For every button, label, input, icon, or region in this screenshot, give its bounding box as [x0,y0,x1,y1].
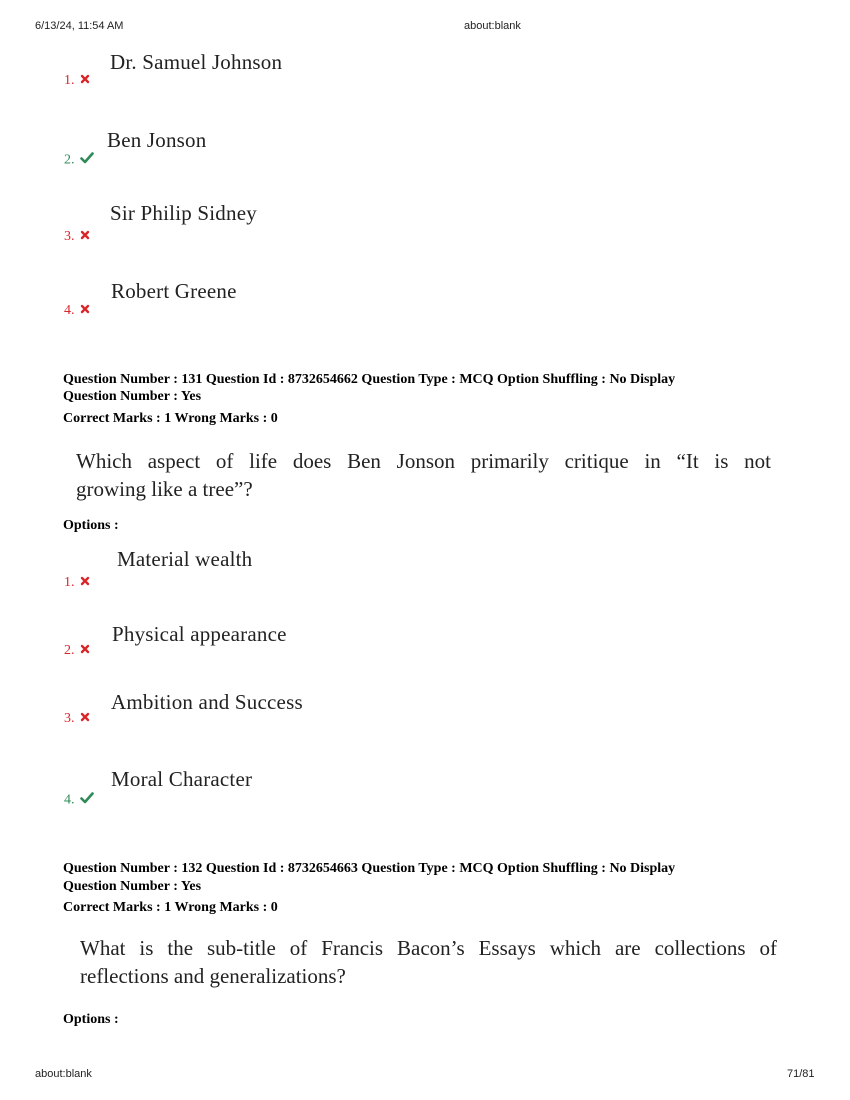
question-text [76,447,771,503]
option-text: Robert Greene [111,279,237,303]
question-text-line: What is the sub-title of Francis Bacon’s Essays which are collections of [80,936,777,960]
question-text [80,934,777,990]
option-text: Moral Character [111,767,253,791]
print-title: about:blank [464,20,521,32]
question-text-line: growing like a tree”? [76,477,253,501]
print-footer-url: about:blank [35,1068,92,1080]
option-number: 4. [64,792,94,809]
print-page-number: 71/81 [787,1068,815,1080]
question-meta-line2: Question Number : Yes [63,879,202,894]
option-number: 2. [64,152,94,169]
question-text-line: reflections and generalizations? [80,964,346,988]
options-label: Options : [63,1012,119,1027]
option-number: 2. [64,643,90,659]
option-text: Sir Philip Sidney [110,201,257,225]
question-meta-line1: Question Number : 131 Question Id : 8732654662 Question Type : MCQ Option Shuffling : No Display [63,372,676,387]
option-number: 3. [64,229,90,245]
question-text-line: Which aspect of life does Ben Jonson primarily critique in “It is not [76,449,771,473]
cross-icon [80,643,90,659]
option-text: Ambition and Success [111,690,303,714]
option-number: 4. [64,303,90,319]
cross-icon [80,575,90,591]
option-number: 1. [64,575,90,591]
option-text: Material wealth [117,547,253,571]
option-text: Dr. Samuel Johnson [110,50,283,74]
question-meta-line2: Question Number : Yes [63,389,202,404]
cross-icon [80,711,90,727]
cross-icon [80,229,90,245]
question-meta-line1: Question Number : 132 Question Id : 8732654663 Question Type : MCQ Option Shuffling : No Display [63,861,676,876]
options-label: Options : [63,518,119,533]
check-icon [80,152,94,169]
option-number: 1. [64,73,90,89]
option-text: Physical appearance [112,622,287,646]
question-marks: Correct Marks : 1 Wrong Marks : 0 [63,411,278,426]
cross-icon [80,303,90,319]
check-icon [80,792,94,809]
option-text: Ben Jonson [107,128,207,152]
print-datetime: 6/13/24, 11:54 AM [35,20,124,32]
cross-icon [80,73,90,89]
option-number: 3. [64,711,90,727]
question-marks: Correct Marks : 1 Wrong Marks : 0 [63,900,278,915]
